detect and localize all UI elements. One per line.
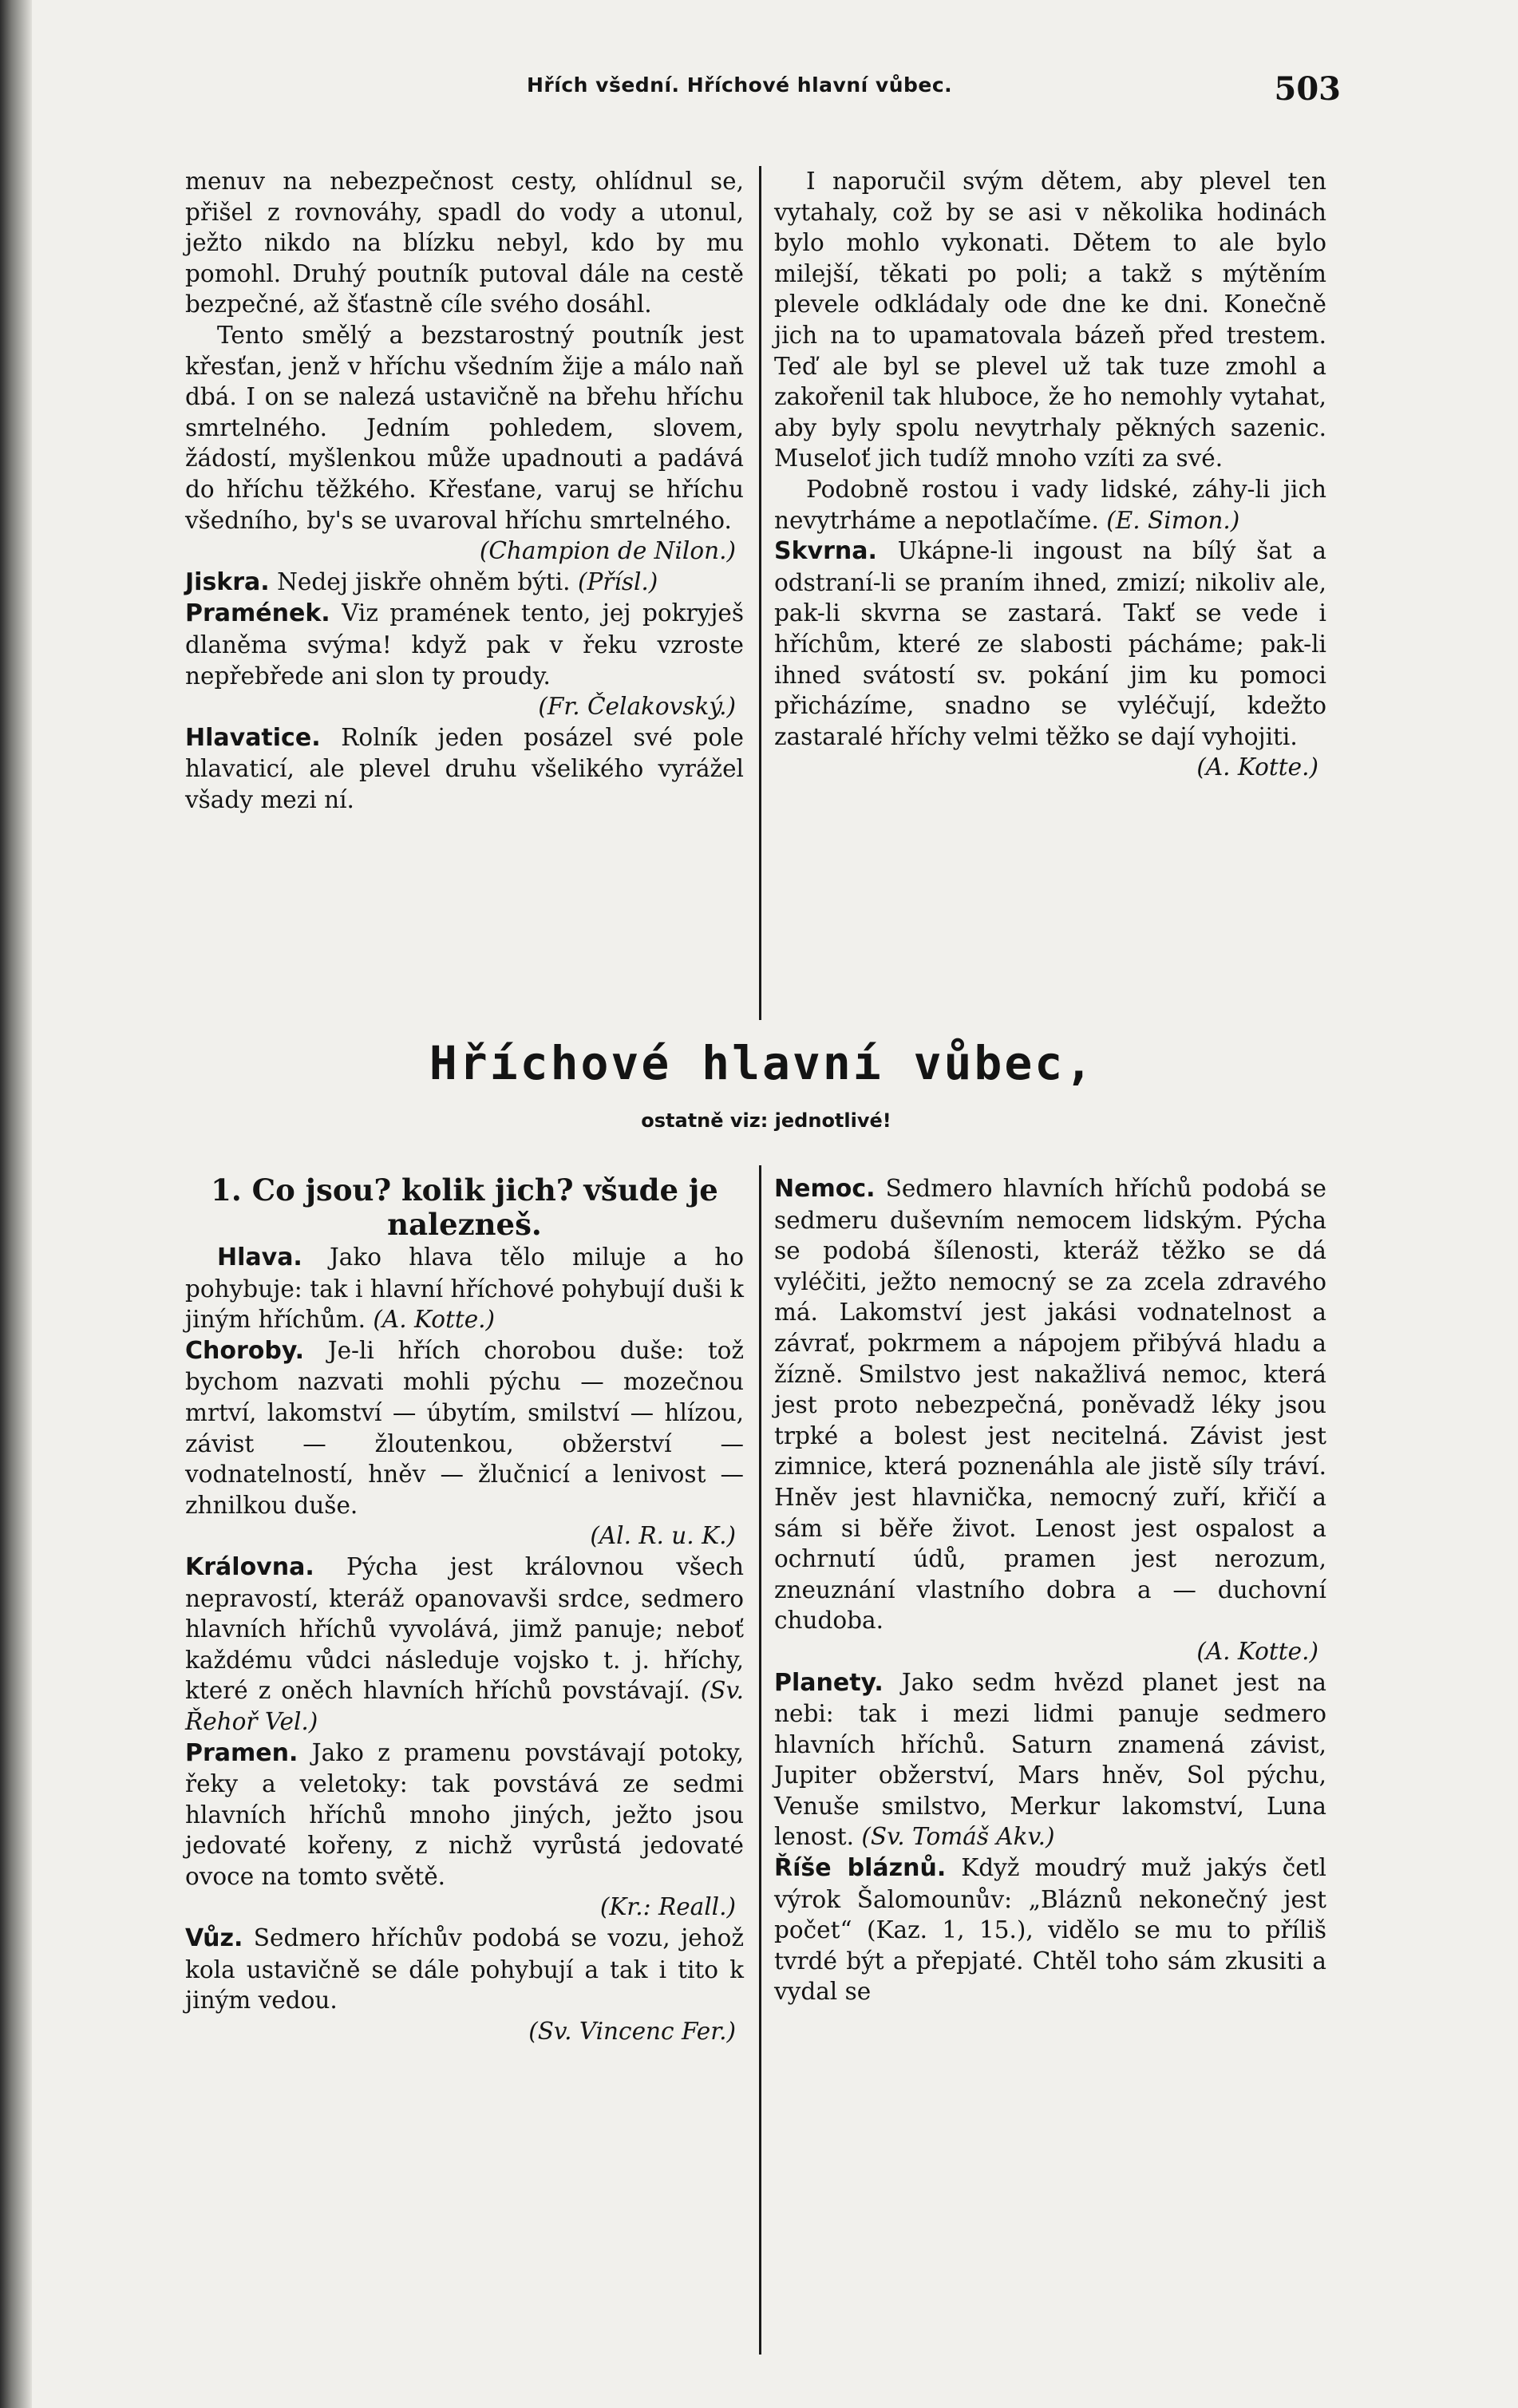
column-divider-top — [759, 166, 761, 1020]
entry-keyword: Hlavatice. — [185, 723, 321, 752]
source-citation: (Kr.: Reall.) — [599, 1893, 736, 1921]
entry — [185, 1242, 744, 1335]
top-right-column — [774, 166, 1326, 783]
source-citation: (A. Kotte.) — [1196, 1637, 1318, 1665]
entry — [185, 598, 744, 691]
entry — [185, 722, 744, 816]
entry-keyword: Vůz. — [185, 1924, 243, 1953]
entry — [774, 536, 1326, 752]
top-left-column — [185, 166, 744, 815]
bottom-left-column — [185, 1173, 744, 2046]
paragraph — [774, 474, 1326, 536]
entry-keyword: Nemoc. — [774, 1175, 876, 1203]
source-citation: (Sv. Tomáš Akv.) — [861, 1823, 1055, 1851]
page-header — [184, 70, 1341, 113]
source-citation: (Al. R. u. K.) — [590, 1522, 736, 1550]
source-citation: (A. Kotte.) — [1196, 753, 1318, 781]
entry — [185, 1923, 744, 2016]
column-divider-bottom — [759, 1165, 761, 2355]
source-citation: (E. Simon.) — [1106, 506, 1240, 534]
entry-text: Je-li hřích chorobou duše: tož bychom nazvati mohli pýchu — mozečnou mrtví, lakomství — úbytím, smilství — hlízou, závist — žloutenkou, obžerství — vodnatelností, hněv — žlučnicí a lenivost — zhnilkou duše. — [185, 1336, 744, 1519]
entry-text: Když moudrý muž jakýs četl výrok Šalomounův: „Bláznů nekonečný jest počet“ (Kaz. 1, 15.), vidělo se mu to příliš tvrdé být a přepjaté. Chtěl toho sám zkusiti a vydal se — [774, 1854, 1326, 2006]
entry-text: Ukápne-li ingoust na bílý šat a odstraní-li se praním ihned, zmizí; nikoliv ale, pak-li skvrna se zastará. Takť se vede i hříchům, které ze slabosti pácháme; pak-li ihned svátostí sv. pokání jim ku pomoci přicházíme, snadno se vyléčují, kdežto zastaralé hříchy velmi těžko se dají vyhojiti. — [774, 537, 1326, 750]
entry-text: Nedej jiskře ohněm býti. — [277, 567, 571, 595]
source-citation: (Přísl.) — [577, 567, 658, 595]
bottom-right-column — [774, 1173, 1326, 2007]
paragraph: menuv na nebezpečnost cesty, ohlídnul se, přišel z rovnováhy, spadl do vody a utonul, ježto nikdo na blízku nebyl, kdo by mu pomohl. Druhý poutník putoval dále na cestě bezpečné, až šťastně cíle svého dosáhl. — [185, 168, 744, 318]
entry — [185, 1335, 744, 1521]
entry — [185, 567, 744, 599]
section-subtitle: ostatně viz: jednotlivé! — [641, 1109, 891, 1132]
entry-text: Viz pramének tento, jej pokryješ dlaněma svýma! když pak v řeku vzroste nepřebřede ani slon ty proudy. — [185, 599, 744, 690]
scan-edge-shadow — [0, 0, 32, 2408]
entry-keyword: Choroby. — [185, 1336, 305, 1365]
entry-keyword: Jiskra. — [185, 567, 270, 596]
entry-text: Jako hlava tělo miluje a ho pohybuje: tak i hlavní hříchové pohybují duši k jiným hříchům. — [185, 1244, 744, 1334]
source-citation: (Fr. Čelakovský.) — [538, 693, 736, 721]
entry-text: Sedmero hříchův podobá se vozu, jehož kola ustavičně se dále pohybují a tak i tito k jiným vedou. — [185, 1924, 744, 2015]
source-citation: (Sv. Vincenc Fer.) — [528, 2017, 736, 2045]
source-citation: (Champion de Nilon.) — [479, 537, 736, 565]
entry — [774, 1667, 1326, 1853]
entry-keyword: Planety. — [774, 1668, 884, 1697]
entry — [185, 1738, 744, 1892]
entry-text: Sedmero hlavních hříchů podobá se sedmeru duševním nemocem lidským. Pýcha se podobá šílenosti, kteráž těžko se dá vyléčiti, ježto nemocný se za zcela zdravého má. Lakomství jest jakási vodnatelnost a závrať, pokrmem a nápojem přibývá hladu a žízně. Smilstvo jest nakažlivá nemoc, která jest proto nebezpečná, poněvadž léky jsou trpké a bolest jest necitelná. Závist jest zimnice, která poznenáhla ale jistě síly tráví. Hněv jest hlavnička, nemocný zuří, křičí a sám si běře život. Lenost jest ospalost a ochrnutí údů, pramen jest nerozum, zneuznání vlastního dobra a — duchovní chudoba. — [774, 1175, 1326, 1635]
paragraph: I naporučil svým dětem, aby plevel ten vytahaly, což by se asi v několika hodinách bylo mohlo vykonati. Dětem to ale bylo milejší, těkati po poli; a takž s mýtěním plevele odkládaly ode dne ke dni. Konečně jich na to upamatovala bázeň před trestem. Teď ale byl se plevel už tak tuze zmohl a zakořenil tak hluboce, že ho nemohly vytahat, aby byly spolu nevytrhaly pěkných sazenic. Museloť jich tudíž mnoho vzíti za své. — [774, 168, 1326, 473]
entry-text: Pýcha jest královnou všech nepravostí, kteráž opanovavši srdce, sedmero hlavních hříchů vyvolává, jimž panuje; neboť každému vůdci následuje vojsko t. j. hříchy, které z oněch hlavních hříchů povstávají. — [185, 1552, 744, 1705]
running-title: Hřích všední. Hříchové hlavní vůbec. — [527, 73, 953, 97]
paragraph-text: Tento smělý a bezstarostný poutník jest křesťan, jenž v hříchu všedním žije a málo naň dbá. I on se nalezá ustavičně na břehu hříchu smrtelného. Jedním pohledem, slovem, žádostí, myšlenkou může upadnouti a padává do hříchu těžkého. Křesťane, varuj se hříchu všedního, by's se uvaroval hříchu smrtelného. — [185, 321, 744, 534]
source-citation: (Sv. Řehoř Vel.) — [185, 1677, 744, 1735]
subsection-heading: 1. Co jsou? kolik jich? všude je nalezneš. — [211, 1172, 718, 1242]
entry-text: Rolník jeden posázel své pole hlavaticí, ale plevel druhu všelikého vyrážel všady mezi ní. — [185, 723, 744, 813]
entry-keyword: Říše bláznů. — [774, 1854, 947, 1883]
entry-keyword: Pramének. — [185, 599, 330, 628]
entry-keyword: Skvrna. — [774, 537, 877, 566]
source-citation: (A. Kotte.) — [373, 1306, 496, 1334]
entry-text: Jako z pramenu povstávají potoky, řeky a veletoky: tak povstává ze sedmi hlavních hříchů mnoho jiných, ježto jsou jedovaté kořeny, z nichž vyrůstá jedovaté ovoce na tomto světě. — [185, 1738, 744, 1890]
section-title: Hříchové hlavní vůbec, — [429, 1036, 1096, 1090]
entry — [185, 1552, 744, 1738]
entry — [774, 1852, 1326, 2007]
paragraph-text: Podobně rostou i vady lidské, záhy-li jich nevytrháme a nepotlačíme. — [774, 475, 1326, 534]
entry-keyword: Pramen. — [185, 1738, 298, 1767]
page-number: 503 — [1274, 70, 1341, 108]
entry-text: Jako sedm hvězd planet jest na nebi: tak i mezi lidmi panuje sedmero hlavních hříchů. Saturn znamená závist, Jupiter obžerství, Mars hněv, Sol pýchu, Venuše smilstvo, Merkur lakomství, Luna lenost. — [774, 1668, 1326, 1851]
entry — [774, 1173, 1326, 1636]
paragraph — [185, 320, 744, 536]
entry-keyword: Královna. — [185, 1552, 314, 1581]
entry-keyword: Hlava. — [217, 1244, 302, 1271]
